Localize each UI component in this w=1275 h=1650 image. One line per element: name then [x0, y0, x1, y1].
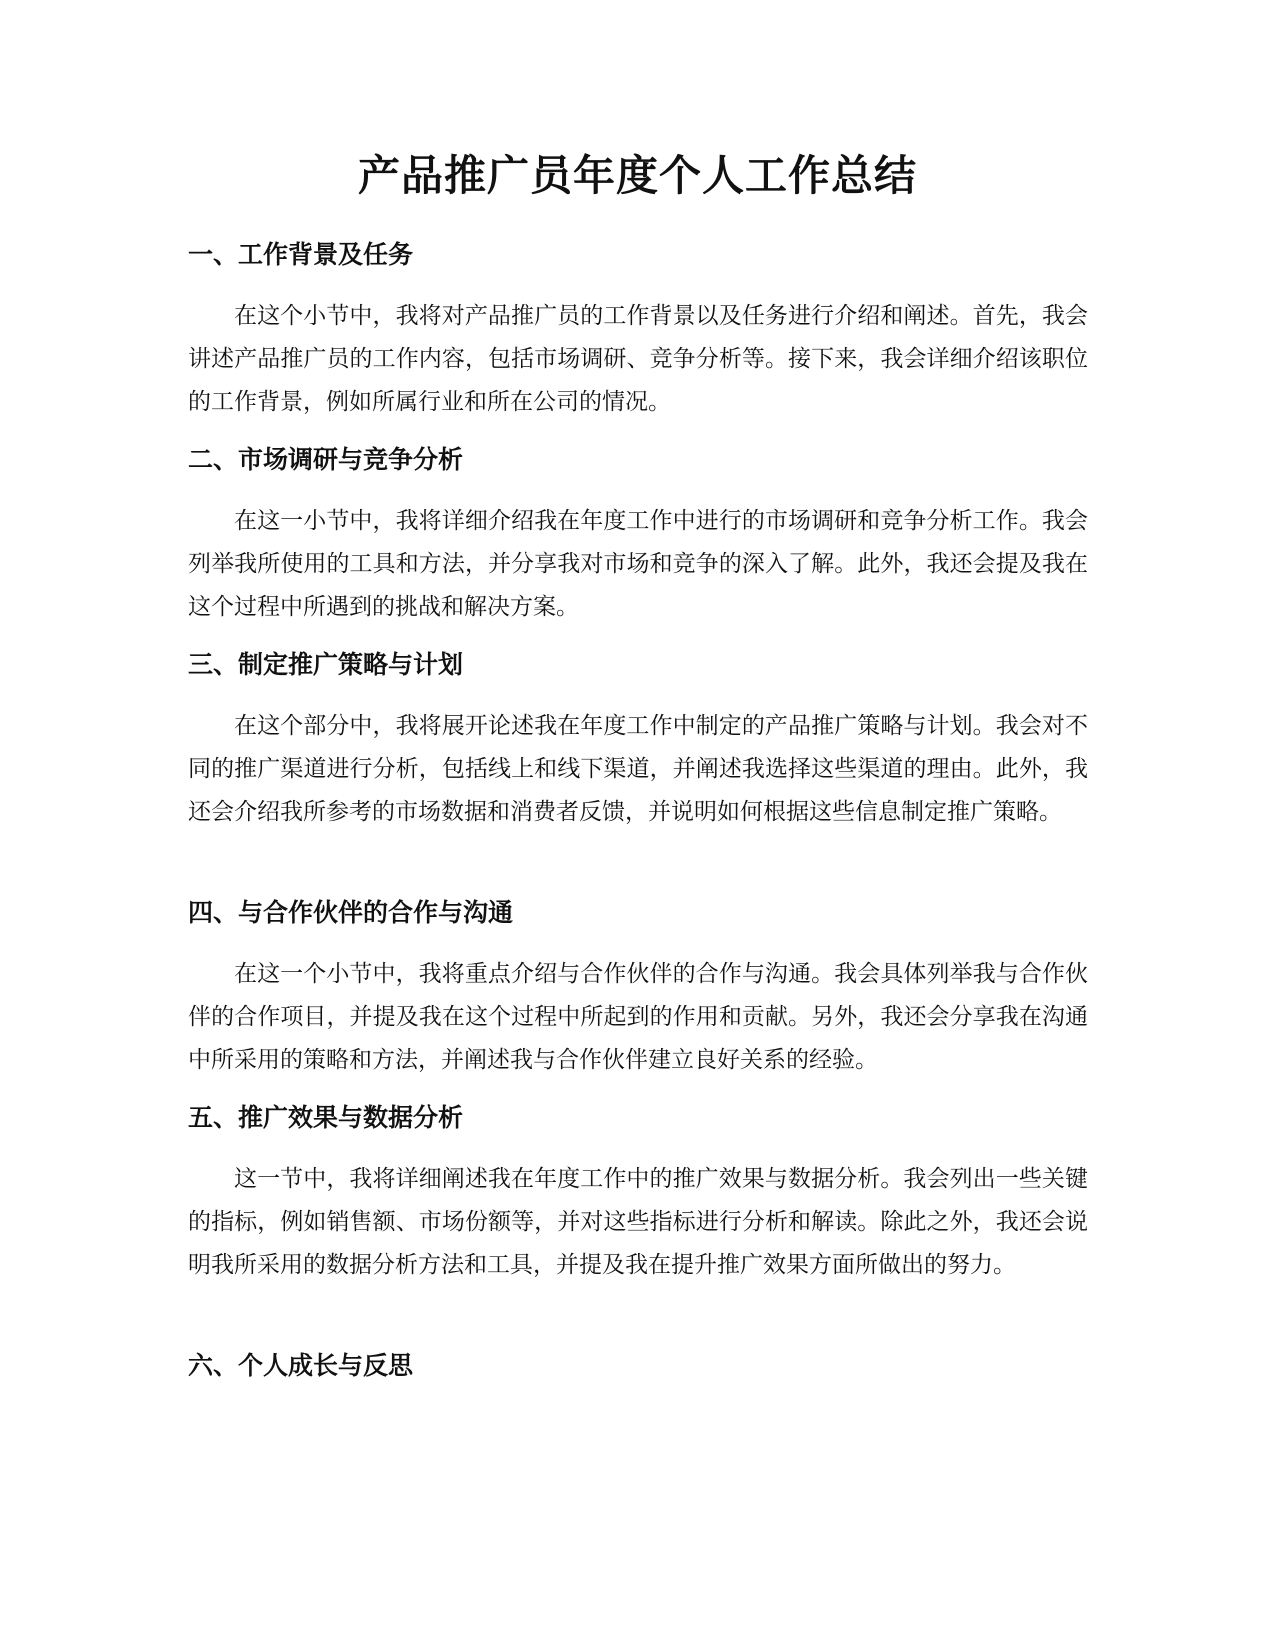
document-title: 产品推广员年度个人工作总结 [357, 151, 917, 200]
section-paragraph: 在这一个小节中，我将重点介绍与合作伙伴的合作与沟通。我会具体列举我与合作伙伴的合作项目，并提及我在这个过程中所起到的作用和贡献。另外，我还会分享我在沟通中所采用的策略和方法，并阐述我与合作伙伴建立良好关系的经验。 [188, 961, 1088, 1073]
section-3 [188, 648, 1088, 834]
section-4 [188, 896, 1088, 1082]
section-heading: 二、市场调研与竞争分析 [188, 445, 464, 474]
section-heading: 五、推广效果与数据分析 [188, 1103, 464, 1132]
section-paragraph: 在这个部分中，我将展开论述我在年度工作中制定的产品推广策略与计划。我会对不同的推广渠道进行分析，包括线上和线下渠道，并阐述我选择这些渠道的理由。此外，我还会介绍我所参考的市场数据和消费者反馈，并说明如何根据这些信息制定推广策略。 [188, 713, 1088, 825]
section-2 [188, 443, 1088, 629]
section-heading: 六、个人成长与反思 [188, 1351, 414, 1380]
section-5 [188, 1101, 1088, 1287]
section-heading: 三、制定推广策略与计划 [188, 650, 464, 679]
section-paragraph: 在这一小节中，我将详细介绍我在年度工作中进行的市场调研和竞争分析工作。我会列举我所使用的工具和方法，并分享我对市场和竞争的深入了解。此外，我还会提及我在这个过程中所遇到的挑战和解决方案。 [188, 508, 1088, 620]
section-heading: 一、工作背景及任务 [188, 240, 414, 269]
section-heading: 四、与合作伙伴的合作与沟通 [188, 898, 514, 927]
section-1 [188, 238, 1088, 424]
section-6 [188, 1349, 1088, 1383]
section-paragraph: 这一节中，我将详细阐述我在年度工作中的推广效果与数据分析。我会列出一些关键的指标，例如销售额、市场份额等，并对这些指标进行分析和解读。除此之外，我还会说明我所采用的数据分析方法和工具，并提及我在提升推广效果方面所做出的努力。 [188, 1166, 1088, 1278]
section-paragraph: 在这个小节中，我将对产品推广员的工作背景以及任务进行介绍和阐述。首先，我会讲述产品推广员的工作内容，包括市场调研、竞争分析等。接下来，我会详细介绍该职位的工作背景，例如所属行业和所在公司的情况。 [188, 303, 1088, 415]
